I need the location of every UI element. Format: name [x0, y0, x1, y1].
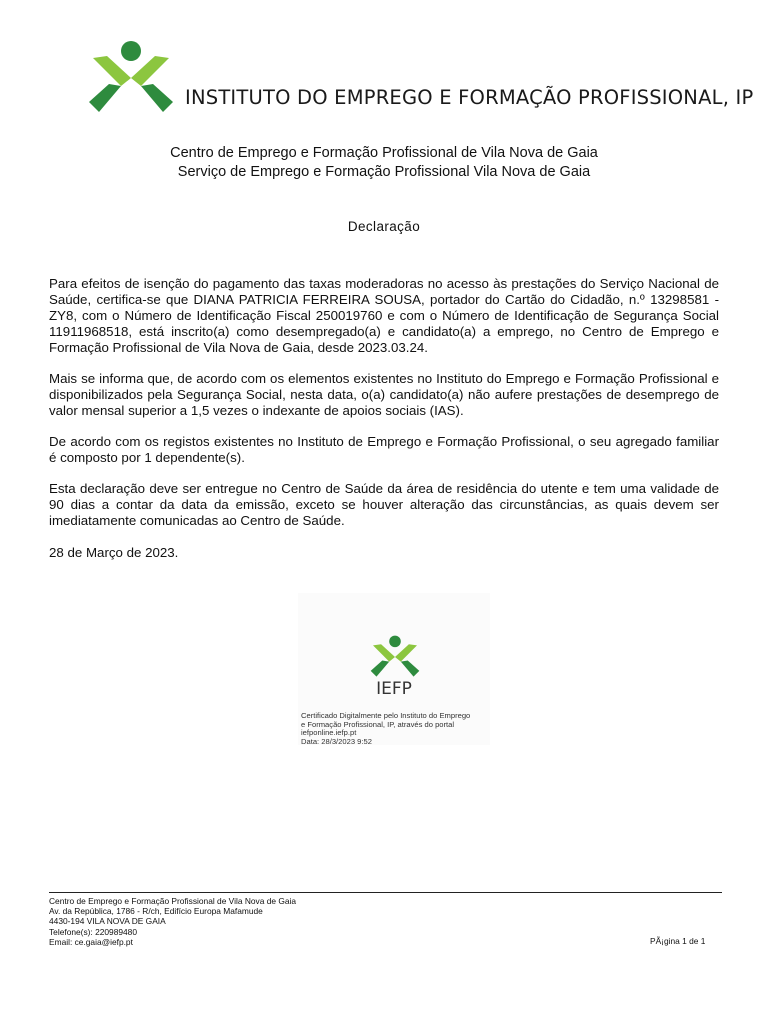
footer-divider [49, 892, 722, 893]
paragraph-validity: Esta declaração deve ser entregue no Centro de Saúde da área de residência do utente e tem uma validade de 90 dias a contar da data da emissão, exceto se houver alteração das circunstâncias, as quais devem ser imediatamente comunicadas ao Centro de Saúde. [49, 481, 719, 528]
stamp-line: iefponline.iefp.pt [301, 728, 357, 738]
footer-phone: Telefone(s): 220989480 [49, 926, 138, 937]
issuing-office [0, 144, 768, 182]
stamp-line: Certificado Digitalmente pelo Instituto do Emprego [301, 711, 471, 720]
paragraph-household: De acordo com os registos existentes no Instituto de Emprego e Formação Profissional, o seu agregado familiar é composto por 1 dependente(s). [49, 434, 719, 465]
footer-address: Av. da República, 1786 - R/ch, Edifício Europa Mafamude [49, 906, 263, 917]
service-name: Serviço de Emprego e Formação Profissional Vila Nova de Gaia [177, 164, 591, 180]
paragraph-certification: Para efeitos de isenção do pagamento das taxas moderadoras no acesso às prestações do Serviço Nacional de Saúde, certifica-se que DIANA PATRICIA FERREIRA SOUSA, portador do Cartão do Cidadão, n.º 13298581 - ZY8, com o Número de Identificação Fiscal 250019760 e com o Número de Identificação de Segurança Social 11911968518, está inscrito(a) como desempregado(a) e candidato(a) a emprego, no Centro de Emprego e Formação Profissional de Vila Nova de Gaia, desde 2023.03.24. [49, 276, 719, 355]
document-title: Declaração [347, 219, 421, 234]
digital-certificate-stamp [298, 593, 490, 745]
footer-office: Centro de Emprego e Formação Profissional de Vila Nova de Gaia [49, 896, 297, 906]
iefp-stamp-logo-icon [368, 635, 422, 679]
footer-email: Email: ce.gaia@iefp.pt [49, 936, 133, 947]
declaration-date: 28 de Março de 2023. [49, 545, 179, 560]
page-number: PÃ¡gina 1 de 1 [650, 936, 706, 946]
declaration-body [49, 276, 719, 544]
footer-postal-code: 4430-194 VILA NOVA DE GAIA [49, 916, 166, 927]
page-header [85, 40, 754, 120]
stamp-line: e Formação Profissional, IP, através do portal [301, 719, 455, 729]
stamp-text [301, 712, 491, 746]
stamp-line: Data: 28/3/2023 9:52 [301, 736, 372, 746]
center-name: Centro de Emprego e Formação Profissional de Vila Nova de Gaia [170, 145, 598, 161]
organization-name: INSTITUTO DO EMPREGO E FORMAÇÃO PROFISSIONAL, IP [185, 86, 754, 109]
stamp-brand: IEFP [376, 679, 412, 699]
iefp-logo-icon [85, 40, 177, 116]
paragraph-benefits: Mais se informa que, de acordo com os elementos existentes no Instituto do Emprego e Formação Profissional e disponibilizados pela Segurança Social, nesta data, o(a) candidato(a) não aufere prestações de desemprego de valor mensal superior a 1,5 vezes o indexante de apoios sociais (IAS). [49, 371, 719, 418]
page-footer [49, 896, 296, 947]
